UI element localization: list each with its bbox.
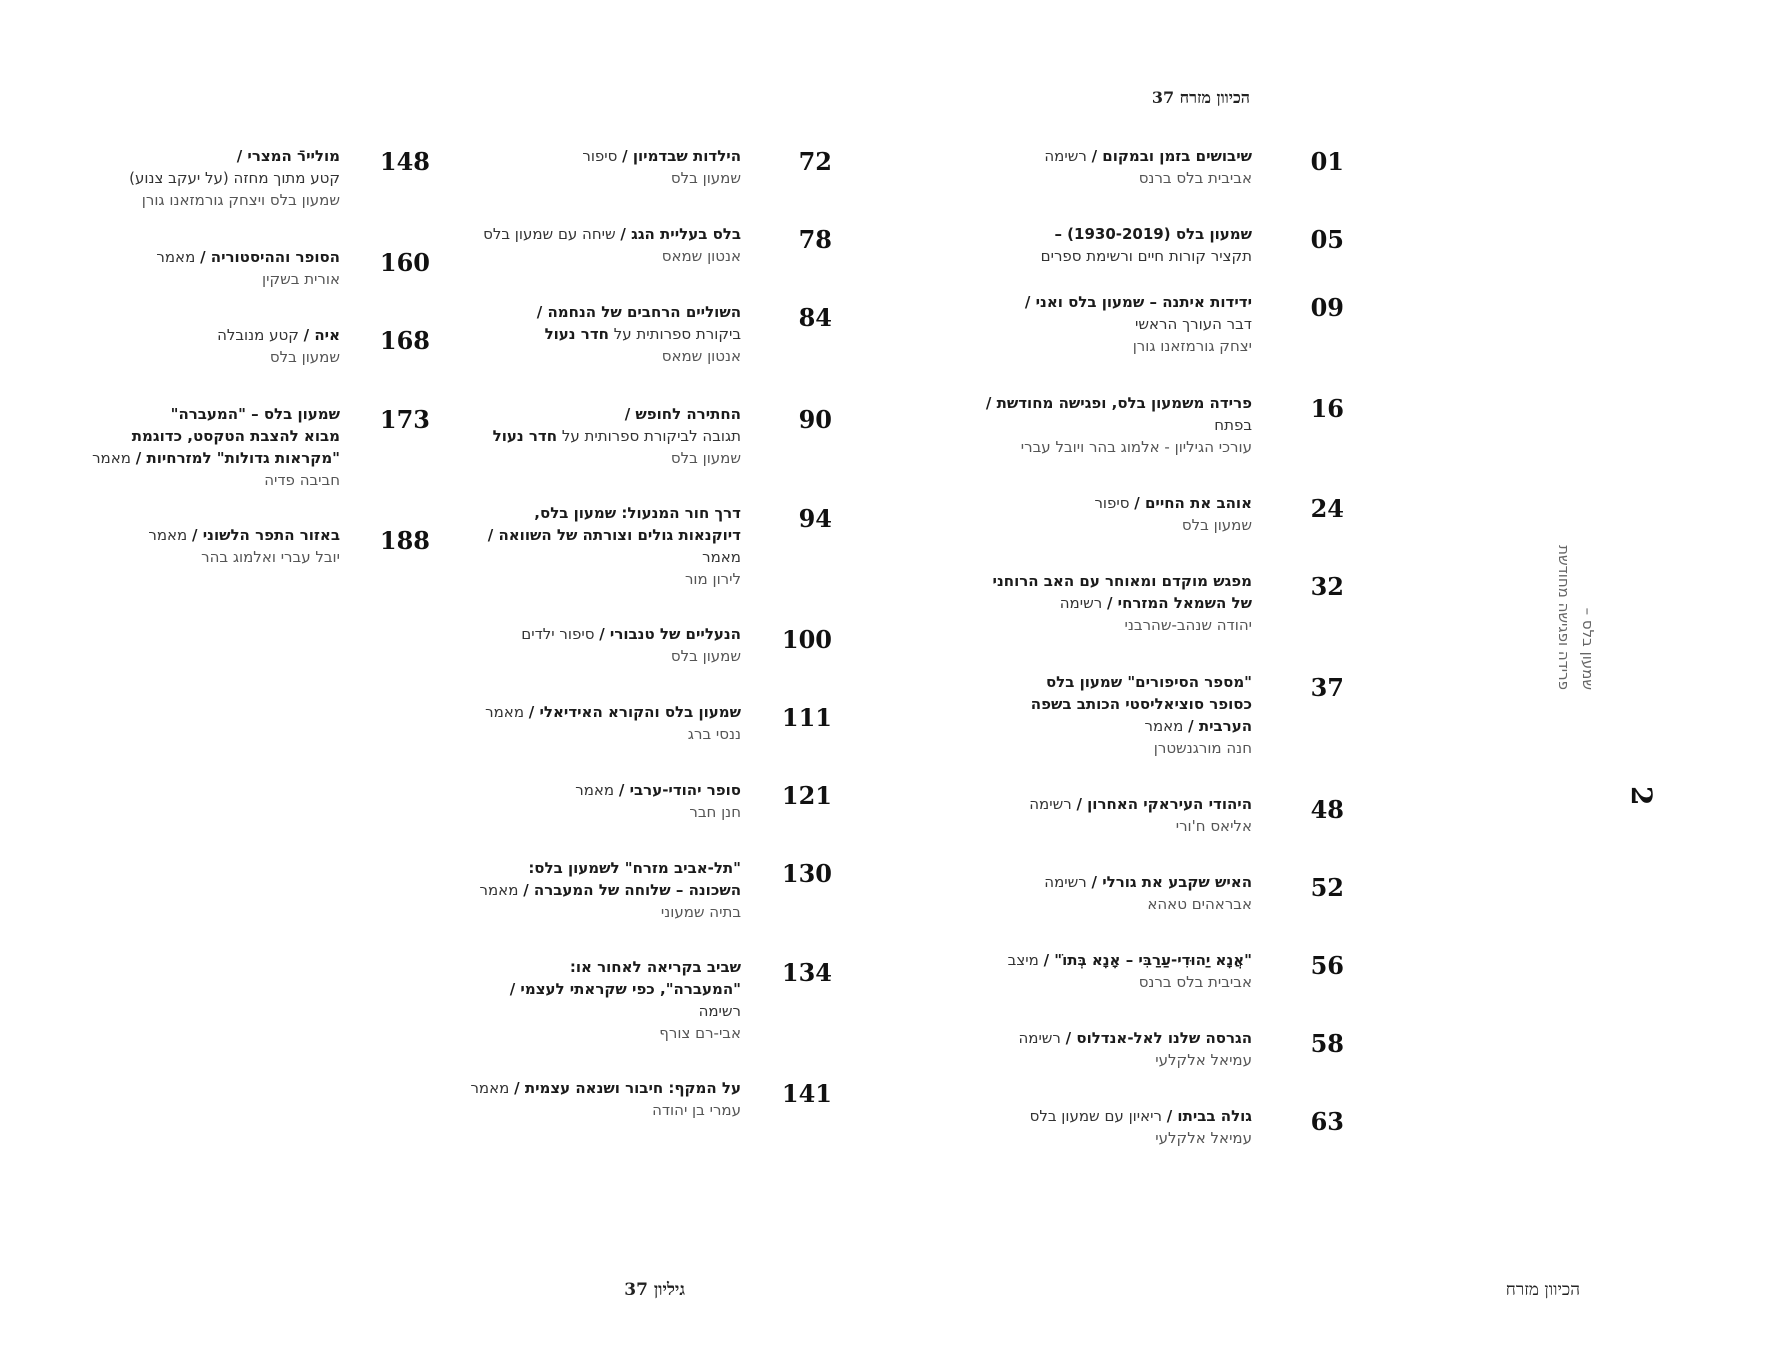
entry-author: שמעון בלס bbox=[670, 449, 741, 467]
entry-page-number: 160 bbox=[379, 248, 430, 277]
entry-title-line bbox=[427, 857, 741, 879]
entry-type: מאמר bbox=[479, 881, 519, 899]
entry-author: שמעון בלס ויצחק גורמזאנו גורן bbox=[141, 191, 340, 209]
entry-body bbox=[940, 145, 1252, 189]
entry-title: "אֲנָא יַהוּדִי-עַרַבִּי – אָנָא בְּתוֹ" / bbox=[1043, 951, 1252, 969]
entry-title-line bbox=[427, 524, 741, 546]
entry-title: מוליירֿ המצרי / bbox=[236, 147, 340, 165]
entry-page-number: 01 bbox=[1310, 147, 1344, 176]
entry-title: "מקראות גדולות" למזרחיות / bbox=[135, 449, 340, 467]
entry-title: שמעון בלס (1930-2019) – bbox=[1054, 225, 1252, 243]
entry-page-number: 111 bbox=[781, 703, 832, 732]
entry-title-line bbox=[940, 693, 1252, 715]
entry-subtitle-line bbox=[427, 546, 741, 568]
entry-type: רשימה bbox=[1029, 795, 1072, 813]
page-number: 2 bbox=[1625, 786, 1658, 806]
entry-page-number: 56 bbox=[1310, 951, 1344, 980]
entry-page-number: 58 bbox=[1310, 1029, 1344, 1058]
entry-type: מאמר bbox=[470, 1079, 510, 1097]
entry-author: אורית בשקין bbox=[262, 270, 340, 288]
entry-title: דיוקנאות גולים וצורתה של השוואה / bbox=[487, 526, 741, 544]
entry-title: הנעליים של טנבורי / bbox=[599, 625, 741, 643]
entry-body bbox=[940, 392, 1252, 458]
entry-title-line bbox=[60, 246, 340, 268]
entry-body bbox=[427, 223, 741, 267]
entry-page-number: 63 bbox=[1310, 1107, 1344, 1136]
entry-type: קטע מנובלה bbox=[217, 326, 299, 344]
entry-author: חביבה פדיה bbox=[264, 471, 340, 489]
entry-body bbox=[427, 403, 741, 469]
entry-title: "תל-אביב מזרח" לשמעון בלס: bbox=[528, 859, 741, 877]
entry-page-number: 24 bbox=[1310, 494, 1344, 523]
entry-title-line bbox=[940, 949, 1252, 971]
entry-title: בלס בעליית הגג / bbox=[620, 225, 741, 243]
entry-page-number: 09 bbox=[1310, 293, 1344, 322]
entry-type: מאמר bbox=[485, 703, 525, 721]
entry-subtitle: תגובה לביקורת ספרותית על bbox=[561, 427, 741, 445]
entry-page-number: 32 bbox=[1310, 572, 1344, 601]
entry-title: השכונה – שלוחה של המעברה / bbox=[523, 881, 741, 899]
entry-type: רשימה bbox=[1018, 1029, 1061, 1047]
entry-title-line bbox=[940, 793, 1252, 815]
entry-page-number: 100 bbox=[781, 625, 832, 654]
entry-title: כסופר סוציאליסטי הכותב בשפה bbox=[1030, 695, 1252, 713]
entry-body bbox=[427, 701, 741, 745]
entry-type: מאמר bbox=[1144, 717, 1184, 735]
side-title-line-2: פרידה ופגישה מחודשת bbox=[1555, 545, 1573, 690]
entry-subtitle-line bbox=[427, 1000, 741, 1022]
entry-title-line bbox=[940, 871, 1252, 893]
entry-title-line bbox=[427, 301, 741, 323]
entry-body bbox=[60, 246, 340, 290]
entry-body bbox=[60, 324, 340, 368]
entry-title: הילדות שבדמיון / bbox=[622, 147, 741, 165]
entry-title-line bbox=[940, 671, 1252, 693]
entry-author: שמעון בלס bbox=[1181, 516, 1252, 534]
entry-type: מיצב bbox=[1007, 951, 1039, 969]
entry-title: מבוא להצבת הטקסט, כדוגמת bbox=[131, 427, 340, 445]
entry-page-number: 37 bbox=[1310, 673, 1344, 702]
entry-type: סיפור bbox=[582, 147, 618, 165]
entry-title-line bbox=[60, 524, 340, 546]
entry-title: שמעון בלס – "המעברה" bbox=[170, 405, 340, 423]
entry-subtitle-line bbox=[427, 425, 741, 447]
entry-page-number: 16 bbox=[1310, 394, 1344, 423]
entry-title: "המעברה", כפי שקראתי לעצמי / bbox=[509, 980, 741, 998]
entry-body bbox=[427, 145, 741, 189]
entry-subtitle: דבר העורך הראשי bbox=[1135, 315, 1252, 333]
entry-title-line bbox=[427, 502, 741, 524]
entry-type: רשימה bbox=[1044, 873, 1087, 891]
entry-type: מאמר bbox=[148, 526, 188, 544]
entry-author: אנטון שמאס bbox=[661, 247, 741, 265]
entry-page-number: 48 bbox=[1310, 795, 1344, 824]
entry-page-number: 134 bbox=[781, 958, 832, 987]
entry-subtitle: ביקורת ספרותית על bbox=[613, 325, 741, 343]
entry-page-number: 52 bbox=[1310, 873, 1344, 902]
entry-type: סיפור bbox=[1094, 494, 1130, 512]
entry-title: "מספר הסיפורים" שמעון בלס bbox=[1045, 673, 1252, 691]
entry-title: באזור התפר הלשוני / bbox=[192, 526, 340, 544]
entry-author: בתיה שמעוני bbox=[660, 903, 741, 921]
entry-body bbox=[60, 403, 340, 491]
entry-body bbox=[940, 793, 1252, 837]
entry-page-number: 72 bbox=[798, 147, 832, 176]
entry-author: אנטון שמאס bbox=[661, 347, 741, 365]
entry-title: סופר יהודי-ערבי / bbox=[618, 781, 741, 799]
entry-subtitle-line bbox=[940, 245, 1252, 267]
entry-title: פרידה משמעון בלס, ופגישה מחודשת / bbox=[985, 394, 1252, 412]
entry-page-number: 141 bbox=[781, 1079, 832, 1108]
entry-subtitle-emphasis: חדר נעול bbox=[544, 325, 609, 343]
entry-author: שמעון בלס bbox=[670, 647, 741, 665]
entry-body bbox=[940, 492, 1252, 536]
entry-author: שמעון בלס bbox=[269, 348, 340, 366]
entry-title-line bbox=[940, 392, 1252, 414]
entry-type: ריאיון עם שמעון בלס bbox=[1029, 1107, 1162, 1125]
entry-title: השוליים הרחבים של הנחמה / bbox=[536, 303, 741, 321]
entry-author: ננסי ברג bbox=[687, 725, 741, 743]
entry-author: לירון מור bbox=[684, 570, 741, 588]
entry-title: של השמאל המזרחי / bbox=[1106, 594, 1252, 612]
entry-type: מאמר bbox=[92, 449, 131, 467]
entry-page-number: 84 bbox=[798, 303, 832, 332]
entry-author: שמעון בלס bbox=[670, 169, 741, 187]
entry-body bbox=[427, 779, 741, 823]
entry-title: מפגש מוקדם ומאוחר עם האב הרוחני bbox=[992, 572, 1252, 590]
entry-title-line bbox=[940, 291, 1252, 313]
entry-body bbox=[427, 956, 741, 1044]
entry-title-line bbox=[940, 492, 1252, 514]
entry-page-number: 94 bbox=[798, 504, 832, 533]
entry-subtitle: תקציר קורות חיים ורשימת ספרים bbox=[1040, 247, 1252, 265]
entry-title-line bbox=[427, 779, 741, 801]
entry-body bbox=[940, 949, 1252, 993]
entry-title: החתירה לחופש / bbox=[624, 405, 741, 423]
entry-body bbox=[427, 301, 741, 367]
entry-author: אבראהים טאהא bbox=[1147, 895, 1252, 913]
entry-subtitle-line bbox=[940, 313, 1252, 335]
entry-author: יובל עברי ואלמוג בהר bbox=[201, 548, 340, 566]
entry-title: ידידות איתנה – שמעון בלס ואני / bbox=[1024, 293, 1252, 311]
entry-author: אליאס ח'ורי bbox=[1175, 817, 1252, 835]
entry-title-line bbox=[60, 324, 340, 346]
side-title-line-1: שמעון בלס – bbox=[1579, 607, 1597, 690]
entry-body bbox=[940, 570, 1252, 636]
entry-type: מאמר bbox=[575, 781, 615, 799]
entry-type: רשימה bbox=[1044, 147, 1087, 165]
entry-title-line bbox=[940, 592, 1252, 614]
entry-author: עורכי הגיליון - אלמוג בהר ויובל עברי bbox=[1020, 438, 1252, 456]
entry-title-line bbox=[60, 425, 340, 447]
entry-title-line bbox=[427, 145, 741, 167]
footer-issue: גיליון 37 bbox=[624, 1280, 685, 1300]
entry-title-line bbox=[940, 145, 1252, 167]
entry-title: שיבושים בזמן ובמקום / bbox=[1091, 147, 1252, 165]
entry-author: חנה מורגנשטרן bbox=[1153, 739, 1252, 757]
entry-title: דרך חור המנעול: שמעון בלס, bbox=[534, 504, 741, 522]
entry-title-line bbox=[427, 956, 741, 978]
entry-subtitle: בפתח bbox=[1214, 416, 1252, 434]
entry-author: אביבית בלס ברנס bbox=[1138, 973, 1252, 991]
entry-body bbox=[60, 524, 340, 568]
entry-body bbox=[427, 857, 741, 923]
entry-title: היהודי העיראקי האחרון / bbox=[1076, 795, 1252, 813]
entry-title-line bbox=[427, 223, 741, 245]
entry-author: חנן חבר bbox=[689, 803, 741, 821]
side-title bbox=[1528, 470, 1600, 690]
entry-subtitle: מאמר bbox=[702, 548, 741, 566]
entry-type: מאמר bbox=[156, 248, 196, 266]
entry-subtitle: קטע מתוך מחזה (על יעקב צנוע) bbox=[129, 169, 340, 187]
entry-body bbox=[940, 871, 1252, 915]
entry-title: שמעון בלס והקורא האידיאלי / bbox=[528, 703, 741, 721]
entry-title: איה / bbox=[303, 326, 340, 344]
entry-title: גולה בביתו / bbox=[1166, 1107, 1252, 1125]
entry-page-number: 78 bbox=[798, 225, 832, 254]
entry-title-line bbox=[427, 403, 741, 425]
entry-type: שיחה עם שמעון בלס bbox=[483, 225, 616, 243]
entry-body bbox=[940, 671, 1252, 759]
entry-page-number: 173 bbox=[379, 405, 430, 434]
entry-page-number: 90 bbox=[798, 405, 832, 434]
entry-title: על המקף: חיבור ושנאה עצמית / bbox=[514, 1079, 741, 1097]
entry-title: שביב בקריאה לאחור או: bbox=[569, 958, 741, 976]
entry-title: הערבית / bbox=[1188, 717, 1252, 735]
entry-title-line bbox=[60, 145, 340, 167]
entry-title-line bbox=[940, 715, 1252, 737]
entry-author: יהודה שנהב-שהרבני bbox=[1124, 616, 1252, 634]
entry-page-number: 148 bbox=[379, 147, 430, 176]
entry-type: סיפור ילדים bbox=[521, 625, 595, 643]
entry-page-number: 188 bbox=[379, 526, 430, 555]
entry-title-line bbox=[427, 978, 741, 1000]
entry-page-number: 168 bbox=[379, 326, 430, 355]
entry-title-line bbox=[427, 701, 741, 723]
entry-page-number: 121 bbox=[781, 781, 832, 810]
entry-body bbox=[427, 623, 741, 667]
entry-title-line bbox=[940, 1105, 1252, 1127]
entry-title-line bbox=[60, 447, 340, 469]
entry-author: אביבית בלס ברנס bbox=[1138, 169, 1252, 187]
entry-title-line bbox=[427, 879, 741, 901]
journal-header: הכיוון מזרח 37 bbox=[1151, 88, 1250, 107]
entry-title-line bbox=[427, 1077, 741, 1099]
entry-author: עמיאל אלקלעי bbox=[1155, 1129, 1252, 1147]
entry-page-number: 05 bbox=[1310, 225, 1344, 254]
entry-body bbox=[60, 145, 340, 211]
entry-title-line bbox=[940, 570, 1252, 592]
entry-title: הסופר וההיסטוריה / bbox=[200, 248, 340, 266]
entry-body bbox=[940, 1105, 1252, 1149]
entry-subtitle: רשימה bbox=[698, 1002, 741, 1020]
entry-body bbox=[427, 1077, 741, 1121]
entry-body bbox=[940, 291, 1252, 357]
entry-title: אוהב את החיים / bbox=[1134, 494, 1252, 512]
entry-author: יצחק גורמזאנו גורן bbox=[1132, 337, 1252, 355]
entry-body bbox=[940, 1027, 1252, 1071]
entry-title-line bbox=[940, 1027, 1252, 1049]
entry-title: האיש שקבע את גורלי / bbox=[1091, 873, 1252, 891]
entry-body bbox=[940, 223, 1252, 267]
entry-title: הגרסה שלנו לאל-אנדלוס / bbox=[1065, 1029, 1252, 1047]
entry-subtitle-line bbox=[427, 323, 741, 345]
entry-author: עמיאל אלקלעי bbox=[1155, 1051, 1252, 1069]
entry-body bbox=[427, 502, 741, 590]
entry-subtitle-emphasis: חדר נעול bbox=[492, 427, 558, 445]
entry-page-number: 130 bbox=[781, 859, 832, 888]
entry-author: אבי-רם צורף bbox=[659, 1024, 741, 1042]
entry-author: עמרי בן יהודה bbox=[652, 1101, 741, 1119]
entry-title-line bbox=[940, 223, 1252, 245]
entry-title-line bbox=[427, 623, 741, 645]
footer-journal: הכיוון מזרח bbox=[1505, 1280, 1580, 1300]
entry-title-line bbox=[60, 403, 340, 425]
entry-type: רשימה bbox=[1059, 594, 1103, 612]
entry-subtitle-line bbox=[940, 414, 1252, 436]
entry-subtitle-line bbox=[60, 167, 340, 189]
